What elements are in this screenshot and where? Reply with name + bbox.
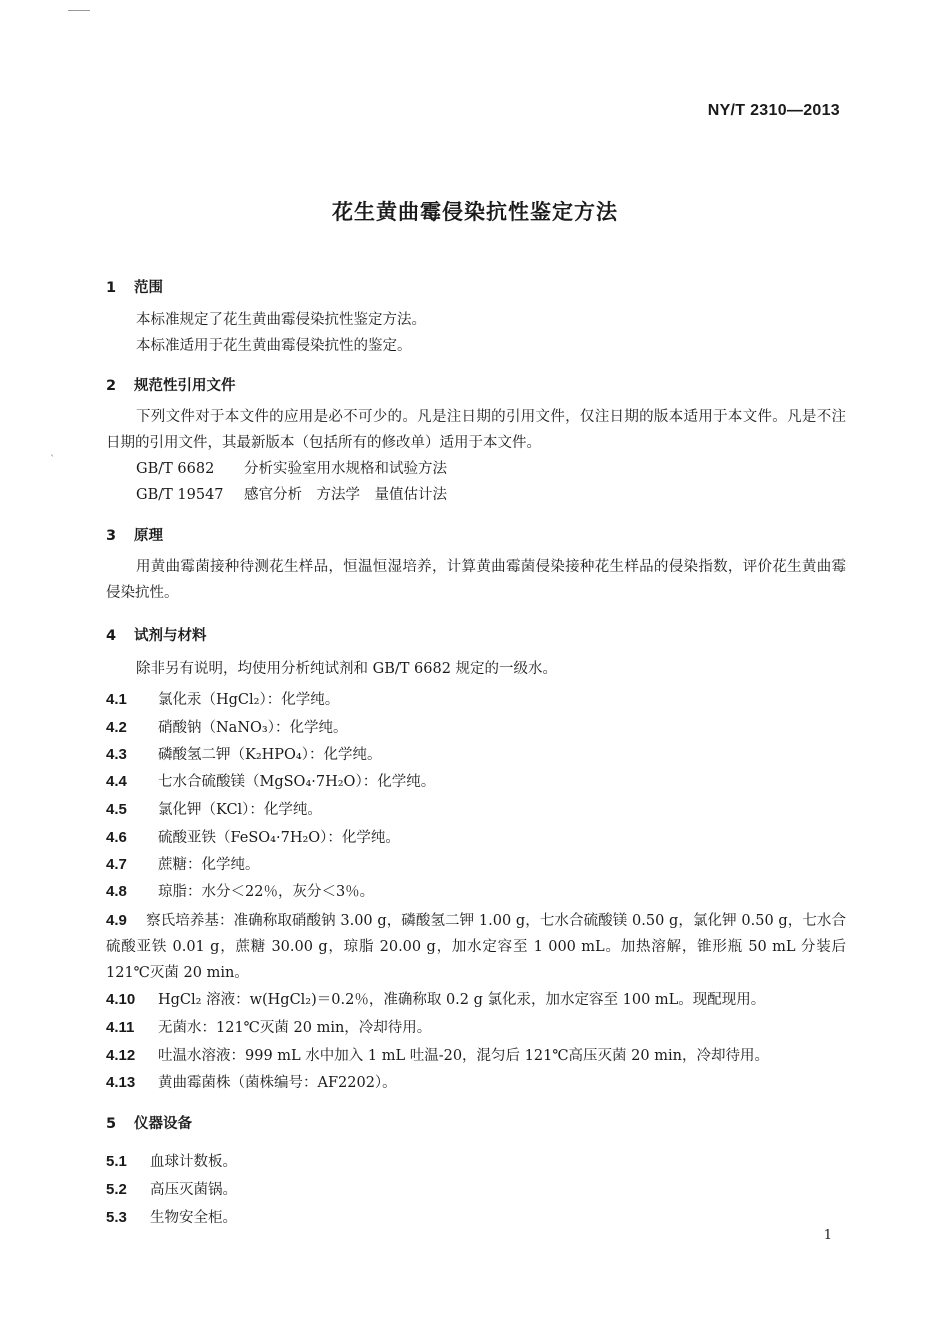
- item-text: 硫酸亚铁（FeSO₄·7H₂O）：化学纯。: [158, 830, 400, 846]
- list-item: [106, 826, 400, 847]
- list-item: [106, 770, 435, 791]
- section-number: 4: [106, 628, 117, 644]
- item-number: 4.7: [106, 856, 127, 873]
- list-item: [106, 743, 382, 764]
- reference-item: [136, 456, 447, 482]
- item-number: 4.12: [106, 1047, 136, 1064]
- item-number: 4.4: [106, 773, 127, 790]
- item-number: 5.1: [106, 1153, 127, 1170]
- section-4-heading: [106, 624, 207, 645]
- list-item: [106, 880, 374, 901]
- document-title: 花生黄曲霉侵染抗性鉴定方法: [332, 200, 618, 224]
- item-text: 琼脂：水分＜22％，灰分＜3％。: [158, 884, 375, 900]
- item-number: 4.3: [106, 746, 127, 763]
- section-title: 原理: [134, 528, 163, 544]
- paragraph: 除非另有说明，均使用分析纯试剂和 GB/T 6682 规定的一级水。: [136, 661, 558, 677]
- list-item: [106, 1071, 397, 1092]
- section-5-heading: [106, 1112, 192, 1133]
- item-text: 高压灭菌锅。: [150, 1182, 237, 1198]
- list-item: [106, 1016, 431, 1037]
- item-text: 氯化钾（KCl）：化学纯。: [158, 802, 322, 818]
- list-item: [106, 798, 322, 819]
- list-item: [106, 1150, 237, 1171]
- list-item: [106, 1178, 237, 1199]
- section-title: 试剂与材料: [134, 628, 207, 644]
- reference-code: GB/T 19547: [136, 487, 224, 503]
- item-number: 4.13: [106, 1074, 136, 1091]
- section-2-heading: [106, 374, 236, 395]
- reference-code: GB/T 6682: [136, 461, 215, 477]
- paragraph: 本标准规定了花生黄曲霉侵染抗性鉴定方法。: [136, 312, 426, 328]
- item-text: 黄曲霉菌株（菌株编号：AF2202）。: [158, 1075, 397, 1091]
- list-item: [106, 716, 347, 737]
- item-text: 无菌水：121℃灭菌 20 min，冷却待用。: [158, 1020, 432, 1036]
- paragraph: 用黄曲霉菌接种待测花生样品，恒温恒湿培养，计算黄曲霉菌侵染接种花生样品的侵染指数，评价花生黄曲霉侵染抗性。: [106, 559, 846, 601]
- item-text: 七水合硫酸镁（MgSO₄·7H₂O）：化学纯。: [158, 774, 436, 790]
- item-number: 5.3: [106, 1209, 127, 1226]
- item-number: 4.8: [106, 883, 127, 900]
- item-text: 血球计数板。: [150, 1154, 237, 1170]
- item-text: 察氏培养基：准确称取硝酸钠 3.00 g，磷酸氢二钾 1.00 g，七水合硫酸镁 0.50 g，氯化钾 0.50 g，七水合硫酸亚铁 0.01 g，蔗糖 30.00 g，琼脂 20.00 g，加水定容至 1 000 mL。加热溶解，锥形瓶 50 mL 分装后 121℃灭菌 20 min。: [106, 913, 846, 981]
- item-number: 4.10: [106, 991, 136, 1008]
- list-item: [106, 853, 260, 874]
- item-text: 磷酸氢二钾（K₂HPO₄）：化学纯。: [158, 747, 382, 763]
- section-number: 5: [106, 1116, 117, 1132]
- list-item: [106, 1206, 237, 1227]
- list-item: [106, 1044, 769, 1065]
- item-number: 4.5: [106, 801, 127, 818]
- reference-item: [136, 482, 447, 508]
- item-number: 4.9: [106, 912, 127, 929]
- paragraph: 本标准适用于花生黄曲霉侵染抗性的鉴定。: [136, 338, 412, 354]
- section-title: 仪器设备: [134, 1116, 192, 1132]
- paragraph: 下列文件对于本文件的应用是必不可少的。凡是注日期的引用文件，仅注日期的版本适用于本文件。凡是不注日期的引用文件，其最新版本（包括所有的修改单）适用于本文件。: [106, 409, 846, 451]
- list-item: [106, 908, 846, 986]
- item-text: 蔗糖：化学纯。: [158, 857, 260, 873]
- scan-dot: `: [50, 455, 55, 466]
- reference-title: 感官分析 方法学 量值估计法: [244, 487, 447, 503]
- section-3-heading: [106, 524, 163, 545]
- item-text: HgCl₂ 溶液：w(HgCl₂)＝0.2％，准确称取 0.2 g 氯化汞，加水定容至 100 mL。现配现用。: [158, 992, 766, 1008]
- scan-artifact: [68, 10, 90, 11]
- section-1-heading: [106, 276, 163, 297]
- section-number: 1: [106, 280, 117, 296]
- standard-code: NY/T 2310—2013: [707, 102, 840, 119]
- list-item: [106, 988, 765, 1009]
- item-number: 4.2: [106, 719, 127, 736]
- item-number: 4.1: [106, 691, 127, 708]
- section-title: 范围: [134, 280, 163, 296]
- item-number: 4.11: [106, 1019, 135, 1036]
- section-number: 3: [106, 528, 117, 544]
- item-number: 5.2: [106, 1181, 127, 1198]
- list-item: [106, 688, 339, 709]
- item-text: 氯化汞（HgCl₂）：化学纯。: [158, 692, 340, 708]
- item-text: 生物安全柜。: [150, 1210, 237, 1226]
- page-number: 1: [823, 1228, 832, 1243]
- item-text: 硝酸钠（NaNO₃）：化学纯。: [158, 720, 348, 736]
- item-number: 4.6: [106, 829, 127, 846]
- section-title: 规范性引用文件: [134, 378, 236, 394]
- reference-title: 分析实验室用水规格和试验方法: [244, 461, 447, 477]
- section-number: 2: [106, 378, 117, 394]
- item-text: 吐温水溶液：999 mL 水中加入 1 mL 吐温-20，混匀后 121℃高压灭菌 20 min，冷却待用。: [158, 1048, 769, 1064]
